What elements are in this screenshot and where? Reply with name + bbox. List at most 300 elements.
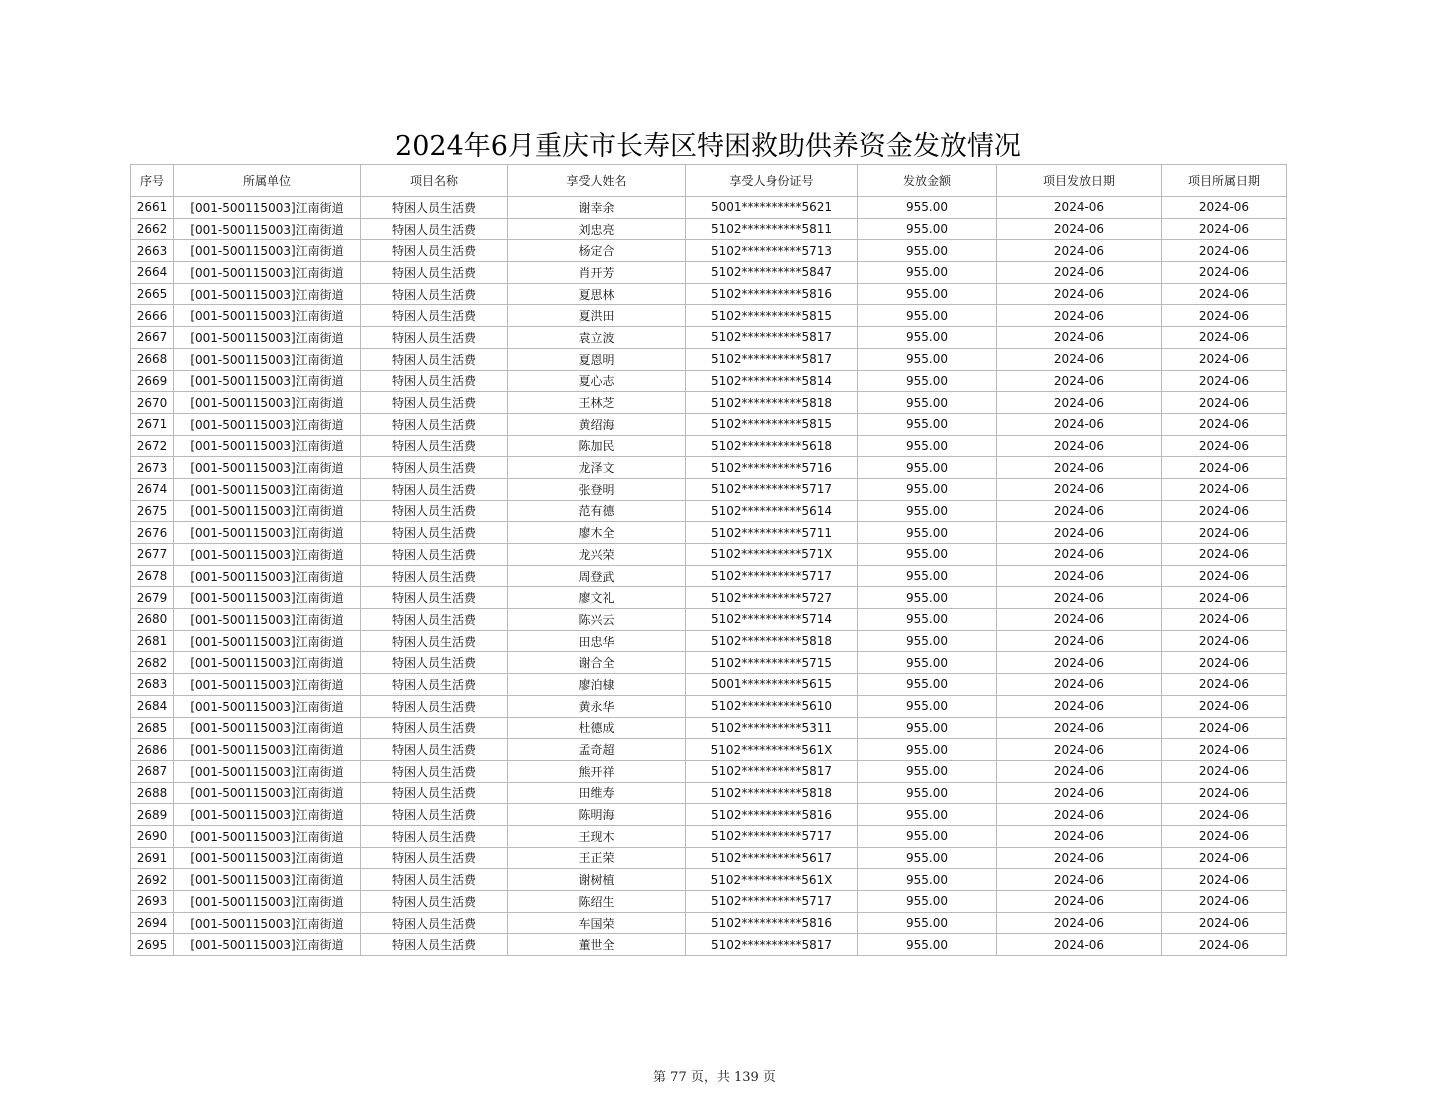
cell-amount: 955.00 [858,674,997,696]
cell-id-number: 5102**********5715 [686,652,858,674]
cell-unit: [001-500115003]江南街道 [174,847,361,869]
cell-serial: 2682 [131,652,174,674]
cell-recipient-name: 孟奇超 [508,739,686,761]
table-row [131,609,1287,631]
cell-serial: 2689 [131,804,174,826]
cell-amount: 955.00 [858,912,997,934]
cell-serial: 2678 [131,565,174,587]
cell-issue-date: 2024-06 [997,240,1162,262]
cell-unit: [001-500115003]江南街道 [174,891,361,913]
table-row [131,912,1287,934]
cell-project-name: 特困人员生活费 [361,348,508,370]
cell-unit: [001-500115003]江南街道 [174,544,361,566]
cell-id-number: 5102**********5713 [686,240,858,262]
cell-period-date: 2024-06 [1162,912,1287,934]
cell-period-date: 2024-06 [1162,197,1287,219]
table-row [131,435,1287,457]
cell-period-date: 2024-06 [1162,544,1287,566]
cell-serial: 2694 [131,912,174,934]
cell-recipient-name: 夏思林 [508,283,686,305]
cell-serial: 2679 [131,587,174,609]
cell-amount: 955.00 [858,500,997,522]
cell-amount: 955.00 [858,695,997,717]
cell-period-date: 2024-06 [1162,413,1287,435]
cell-recipient-name: 王现木 [508,825,686,847]
cell-serial: 2686 [131,739,174,761]
table-row [131,739,1287,761]
table-row [131,370,1287,392]
cell-period-date: 2024-06 [1162,435,1287,457]
cell-serial: 2676 [131,522,174,544]
cell-id-number: 5102**********5817 [686,348,858,370]
table-row [131,674,1287,696]
cell-project-name: 特困人员生活费 [361,262,508,284]
cell-id-number: 5102**********5817 [686,760,858,782]
cell-unit: [001-500115003]江南街道 [174,912,361,934]
cell-project-name: 特困人员生活费 [361,522,508,544]
cell-issue-date: 2024-06 [997,435,1162,457]
cell-recipient-name: 夏恩明 [508,348,686,370]
column-header-id-number: 享受人身份证号 [686,165,858,197]
cell-serial: 2677 [131,544,174,566]
table-row [131,565,1287,587]
table-header-row [131,165,1287,197]
cell-project-name: 特困人员生活费 [361,218,508,240]
cell-serial: 2695 [131,934,174,956]
table-row [131,869,1287,891]
column-header-recipient-name: 享受人姓名 [508,165,686,197]
cell-recipient-name: 杜德成 [508,717,686,739]
cell-serial: 2669 [131,370,174,392]
cell-id-number: 5102**********561X [686,869,858,891]
table-body [131,197,1287,956]
table-row [131,587,1287,609]
cell-period-date: 2024-06 [1162,630,1287,652]
cell-serial: 2691 [131,847,174,869]
cell-amount: 955.00 [858,804,997,826]
cell-serial: 2663 [131,240,174,262]
cell-serial: 2687 [131,760,174,782]
cell-unit: [001-500115003]江南街道 [174,739,361,761]
cell-recipient-name: 谢树植 [508,869,686,891]
cell-period-date: 2024-06 [1162,674,1287,696]
cell-amount: 955.00 [858,370,997,392]
cell-period-date: 2024-06 [1162,392,1287,414]
cell-unit: [001-500115003]江南街道 [174,392,361,414]
cell-project-name: 特困人员生活费 [361,695,508,717]
cell-project-name: 特困人员生活费 [361,305,508,327]
cell-id-number: 5102**********5717 [686,825,858,847]
cell-project-name: 特困人员生活费 [361,500,508,522]
cell-period-date: 2024-06 [1162,240,1287,262]
cell-recipient-name: 王正荣 [508,847,686,869]
cell-id-number: 5102**********5817 [686,327,858,349]
cell-amount: 955.00 [858,348,997,370]
cell-recipient-name: 范有德 [508,500,686,522]
cell-project-name: 特困人员生活费 [361,717,508,739]
cell-serial: 2666 [131,305,174,327]
cell-unit: [001-500115003]江南街道 [174,457,361,479]
cell-id-number: 5102**********5816 [686,804,858,826]
cell-period-date: 2024-06 [1162,847,1287,869]
cell-id-number: 5102**********5311 [686,717,858,739]
table-row [131,847,1287,869]
cell-amount: 955.00 [858,327,997,349]
cell-id-number: 5102**********5816 [686,283,858,305]
cell-project-name: 特困人员生活费 [361,912,508,934]
cell-recipient-name: 肖开芳 [508,262,686,284]
table-row [131,760,1287,782]
cell-serial: 2661 [131,197,174,219]
column-header-project-name: 项目名称 [361,165,508,197]
cell-id-number: 5102**********5847 [686,262,858,284]
cell-serial: 2693 [131,891,174,913]
cell-project-name: 特困人员生活费 [361,847,508,869]
cell-unit: [001-500115003]江南街道 [174,674,361,696]
column-header-serial: 序号 [131,165,174,197]
cell-serial: 2671 [131,413,174,435]
cell-recipient-name: 黄绍海 [508,413,686,435]
cell-period-date: 2024-06 [1162,522,1287,544]
cell-recipient-name: 杨定合 [508,240,686,262]
cell-serial: 2664 [131,262,174,284]
cell-issue-date: 2024-06 [997,717,1162,739]
cell-period-date: 2024-06 [1162,804,1287,826]
cell-unit: [001-500115003]江南街道 [174,327,361,349]
cell-unit: [001-500115003]江南街道 [174,240,361,262]
cell-project-name: 特困人员生活费 [361,587,508,609]
cell-unit: [001-500115003]江南街道 [174,652,361,674]
cell-amount: 955.00 [858,262,997,284]
cell-period-date: 2024-06 [1162,348,1287,370]
cell-issue-date: 2024-06 [997,825,1162,847]
table-row [131,457,1287,479]
cell-amount: 955.00 [858,565,997,587]
cell-id-number: 5102**********5711 [686,522,858,544]
cell-id-number: 5102**********5818 [686,392,858,414]
cell-recipient-name: 陈明海 [508,804,686,826]
cell-id-number: 5102**********5811 [686,218,858,240]
page-footer: 第 77 页，共 139 页 [653,1070,776,1085]
cell-period-date: 2024-06 [1162,457,1287,479]
cell-unit: [001-500115003]江南街道 [174,782,361,804]
cell-amount: 955.00 [858,478,997,500]
table-row [131,544,1287,566]
cell-period-date: 2024-06 [1162,825,1287,847]
cell-amount: 955.00 [858,413,997,435]
table-row [131,891,1287,913]
cell-issue-date: 2024-06 [997,500,1162,522]
cell-amount: 955.00 [858,240,997,262]
cell-issue-date: 2024-06 [997,739,1162,761]
cell-id-number: 5102**********5815 [686,413,858,435]
cell-amount: 955.00 [858,197,997,219]
cell-unit: [001-500115003]江南街道 [174,825,361,847]
cell-issue-date: 2024-06 [997,760,1162,782]
cell-project-name: 特困人员生活费 [361,435,508,457]
cell-unit: [001-500115003]江南街道 [174,197,361,219]
table-row [131,695,1287,717]
cell-period-date: 2024-06 [1162,695,1287,717]
cell-project-name: 特困人员生活费 [361,457,508,479]
cell-serial: 2675 [131,500,174,522]
cell-recipient-name: 廖泊棣 [508,674,686,696]
cell-unit: [001-500115003]江南街道 [174,218,361,240]
cell-amount: 955.00 [858,760,997,782]
cell-serial: 2670 [131,392,174,414]
cell-project-name: 特困人员生活费 [361,283,508,305]
cell-unit: [001-500115003]江南街道 [174,478,361,500]
cell-recipient-name: 王林芝 [508,392,686,414]
cell-serial: 2692 [131,869,174,891]
cell-id-number: 5102**********5614 [686,500,858,522]
cell-recipient-name: 廖木全 [508,522,686,544]
table-row [131,522,1287,544]
table-row [131,197,1287,219]
cell-amount: 955.00 [858,825,997,847]
cell-serial: 2685 [131,717,174,739]
cell-id-number: 5102**********5818 [686,630,858,652]
cell-serial: 2690 [131,825,174,847]
cell-period-date: 2024-06 [1162,934,1287,956]
cell-issue-date: 2024-06 [997,348,1162,370]
cell-period-date: 2024-06 [1162,760,1287,782]
cell-issue-date: 2024-06 [997,804,1162,826]
cell-period-date: 2024-06 [1162,478,1287,500]
column-header-unit: 所属单位 [174,165,361,197]
cell-period-date: 2024-06 [1162,370,1287,392]
cell-amount: 955.00 [858,392,997,414]
cell-project-name: 特困人员生活费 [361,392,508,414]
cell-recipient-name: 田忠华 [508,630,686,652]
cell-project-name: 特困人员生活费 [361,804,508,826]
cell-id-number: 5102**********5717 [686,565,858,587]
cell-recipient-name: 陈绍生 [508,891,686,913]
cell-recipient-name: 陈兴云 [508,609,686,631]
column-header-period-date: 项目所属日期 [1162,165,1287,197]
cell-amount: 955.00 [858,522,997,544]
cell-unit: [001-500115003]江南街道 [174,934,361,956]
cell-project-name: 特困人员生活费 [361,782,508,804]
cell-recipient-name: 夏洪田 [508,305,686,327]
cell-serial: 2672 [131,435,174,457]
cell-issue-date: 2024-06 [997,869,1162,891]
cell-project-name: 特困人员生活费 [361,478,508,500]
cell-unit: [001-500115003]江南街道 [174,609,361,631]
cell-unit: [001-500115003]江南街道 [174,500,361,522]
cell-unit: [001-500115003]江南街道 [174,413,361,435]
table-row [131,283,1287,305]
cell-issue-date: 2024-06 [997,392,1162,414]
table-row [131,782,1287,804]
cell-project-name: 特困人员生活费 [361,413,508,435]
cell-unit: [001-500115003]江南街道 [174,760,361,782]
cell-issue-date: 2024-06 [997,630,1162,652]
cell-amount: 955.00 [858,457,997,479]
cell-period-date: 2024-06 [1162,891,1287,913]
cell-id-number: 5102**********5727 [686,587,858,609]
cell-period-date: 2024-06 [1162,500,1287,522]
cell-issue-date: 2024-06 [997,305,1162,327]
disbursement-table [130,164,1287,956]
table-row [131,348,1287,370]
cell-project-name: 特困人员生活费 [361,240,508,262]
cell-issue-date: 2024-06 [997,912,1162,934]
cell-recipient-name: 周登武 [508,565,686,587]
cell-recipient-name: 熊开祥 [508,760,686,782]
cell-project-name: 特困人员生活费 [361,674,508,696]
cell-issue-date: 2024-06 [997,891,1162,913]
table-row [131,305,1287,327]
cell-amount: 955.00 [858,630,997,652]
cell-period-date: 2024-06 [1162,305,1287,327]
cell-serial: 2688 [131,782,174,804]
table-row [131,825,1287,847]
cell-issue-date: 2024-06 [997,262,1162,284]
cell-id-number: 5102**********5717 [686,891,858,913]
cell-issue-date: 2024-06 [997,413,1162,435]
cell-issue-date: 2024-06 [997,652,1162,674]
cell-id-number: 5102**********561X [686,739,858,761]
cell-issue-date: 2024-06 [997,457,1162,479]
column-header-issue-date: 项目发放日期 [997,165,1162,197]
table-row [131,934,1287,956]
table-row [131,717,1287,739]
cell-project-name: 特困人员生活费 [361,760,508,782]
cell-id-number: 5102**********5714 [686,609,858,631]
cell-period-date: 2024-06 [1162,609,1287,631]
cell-period-date: 2024-06 [1162,283,1287,305]
cell-period-date: 2024-06 [1162,782,1287,804]
cell-amount: 955.00 [858,283,997,305]
cell-recipient-name: 黄永华 [508,695,686,717]
cell-unit: [001-500115003]江南街道 [174,305,361,327]
cell-amount: 955.00 [858,544,997,566]
cell-project-name: 特困人员生活费 [361,891,508,913]
cell-issue-date: 2024-06 [997,695,1162,717]
cell-issue-date: 2024-06 [997,674,1162,696]
cell-project-name: 特困人员生活费 [361,327,508,349]
cell-period-date: 2024-06 [1162,218,1287,240]
cell-recipient-name: 谢幸余 [508,197,686,219]
cell-project-name: 特困人员生活费 [361,197,508,219]
cell-amount: 955.00 [858,782,997,804]
cell-unit: [001-500115003]江南街道 [174,587,361,609]
page-title: 2024年6月重庆市长寿区特困救助供养资金发放情况 [395,131,1021,162]
cell-project-name: 特困人员生活费 [361,652,508,674]
cell-project-name: 特困人员生活费 [361,370,508,392]
cell-serial: 2665 [131,283,174,305]
cell-issue-date: 2024-06 [997,565,1162,587]
cell-recipient-name: 车国荣 [508,912,686,934]
cell-project-name: 特困人员生活费 [361,565,508,587]
cell-amount: 955.00 [858,934,997,956]
cell-amount: 955.00 [858,435,997,457]
cell-project-name: 特困人员生活费 [361,869,508,891]
table-row [131,327,1287,349]
table-row [131,500,1287,522]
cell-issue-date: 2024-06 [997,218,1162,240]
cell-period-date: 2024-06 [1162,327,1287,349]
cell-period-date: 2024-06 [1162,565,1287,587]
table-row [131,240,1287,262]
cell-amount: 955.00 [858,717,997,739]
table-row [131,804,1287,826]
cell-period-date: 2024-06 [1162,869,1287,891]
cell-project-name: 特困人员生活费 [361,825,508,847]
cell-id-number: 5102**********5816 [686,912,858,934]
cell-id-number: 5102**********5817 [686,934,858,956]
cell-serial: 2680 [131,609,174,631]
cell-unit: [001-500115003]江南街道 [174,522,361,544]
cell-amount: 955.00 [858,869,997,891]
cell-recipient-name: 刘忠亮 [508,218,686,240]
cell-recipient-name: 张登明 [508,478,686,500]
cell-id-number: 5102**********571X [686,544,858,566]
cell-id-number: 5001**********5615 [686,674,858,696]
cell-project-name: 特困人员生活费 [361,609,508,631]
cell-issue-date: 2024-06 [997,478,1162,500]
cell-project-name: 特困人员生活费 [361,544,508,566]
cell-id-number: 5102**********5617 [686,847,858,869]
cell-unit: [001-500115003]江南街道 [174,695,361,717]
cell-id-number: 5001**********5621 [686,197,858,219]
cell-recipient-name: 廖文礼 [508,587,686,609]
cell-recipient-name: 龙泽文 [508,457,686,479]
cell-amount: 955.00 [858,891,997,913]
cell-serial: 2668 [131,348,174,370]
cell-project-name: 特困人员生活费 [361,739,508,761]
cell-period-date: 2024-06 [1162,739,1287,761]
cell-id-number: 5102**********5610 [686,695,858,717]
cell-amount: 955.00 [858,847,997,869]
cell-project-name: 特困人员生活费 [361,934,508,956]
cell-serial: 2684 [131,695,174,717]
cell-unit: [001-500115003]江南街道 [174,435,361,457]
cell-unit: [001-500115003]江南街道 [174,804,361,826]
cell-issue-date: 2024-06 [997,283,1162,305]
table-row [131,652,1287,674]
cell-id-number: 5102**********5716 [686,457,858,479]
cell-unit: [001-500115003]江南街道 [174,348,361,370]
cell-amount: 955.00 [858,305,997,327]
cell-amount: 955.00 [858,218,997,240]
cell-unit: [001-500115003]江南街道 [174,630,361,652]
cell-period-date: 2024-06 [1162,262,1287,284]
cell-recipient-name: 夏心志 [508,370,686,392]
cell-issue-date: 2024-06 [997,847,1162,869]
cell-issue-date: 2024-06 [997,934,1162,956]
cell-period-date: 2024-06 [1162,587,1287,609]
table-row [131,392,1287,414]
cell-amount: 955.00 [858,652,997,674]
cell-id-number: 5102**********5618 [686,435,858,457]
cell-serial: 2681 [131,630,174,652]
cell-issue-date: 2024-06 [997,197,1162,219]
cell-recipient-name: 龙兴荣 [508,544,686,566]
cell-unit: [001-500115003]江南街道 [174,869,361,891]
cell-serial: 2662 [131,218,174,240]
cell-issue-date: 2024-06 [997,587,1162,609]
cell-recipient-name: 陈加民 [508,435,686,457]
cell-unit: [001-500115003]江南街道 [174,370,361,392]
cell-issue-date: 2024-06 [997,782,1162,804]
cell-unit: [001-500115003]江南街道 [174,283,361,305]
cell-period-date: 2024-06 [1162,717,1287,739]
cell-issue-date: 2024-06 [997,522,1162,544]
cell-recipient-name: 董世全 [508,934,686,956]
cell-unit: [001-500115003]江南街道 [174,565,361,587]
